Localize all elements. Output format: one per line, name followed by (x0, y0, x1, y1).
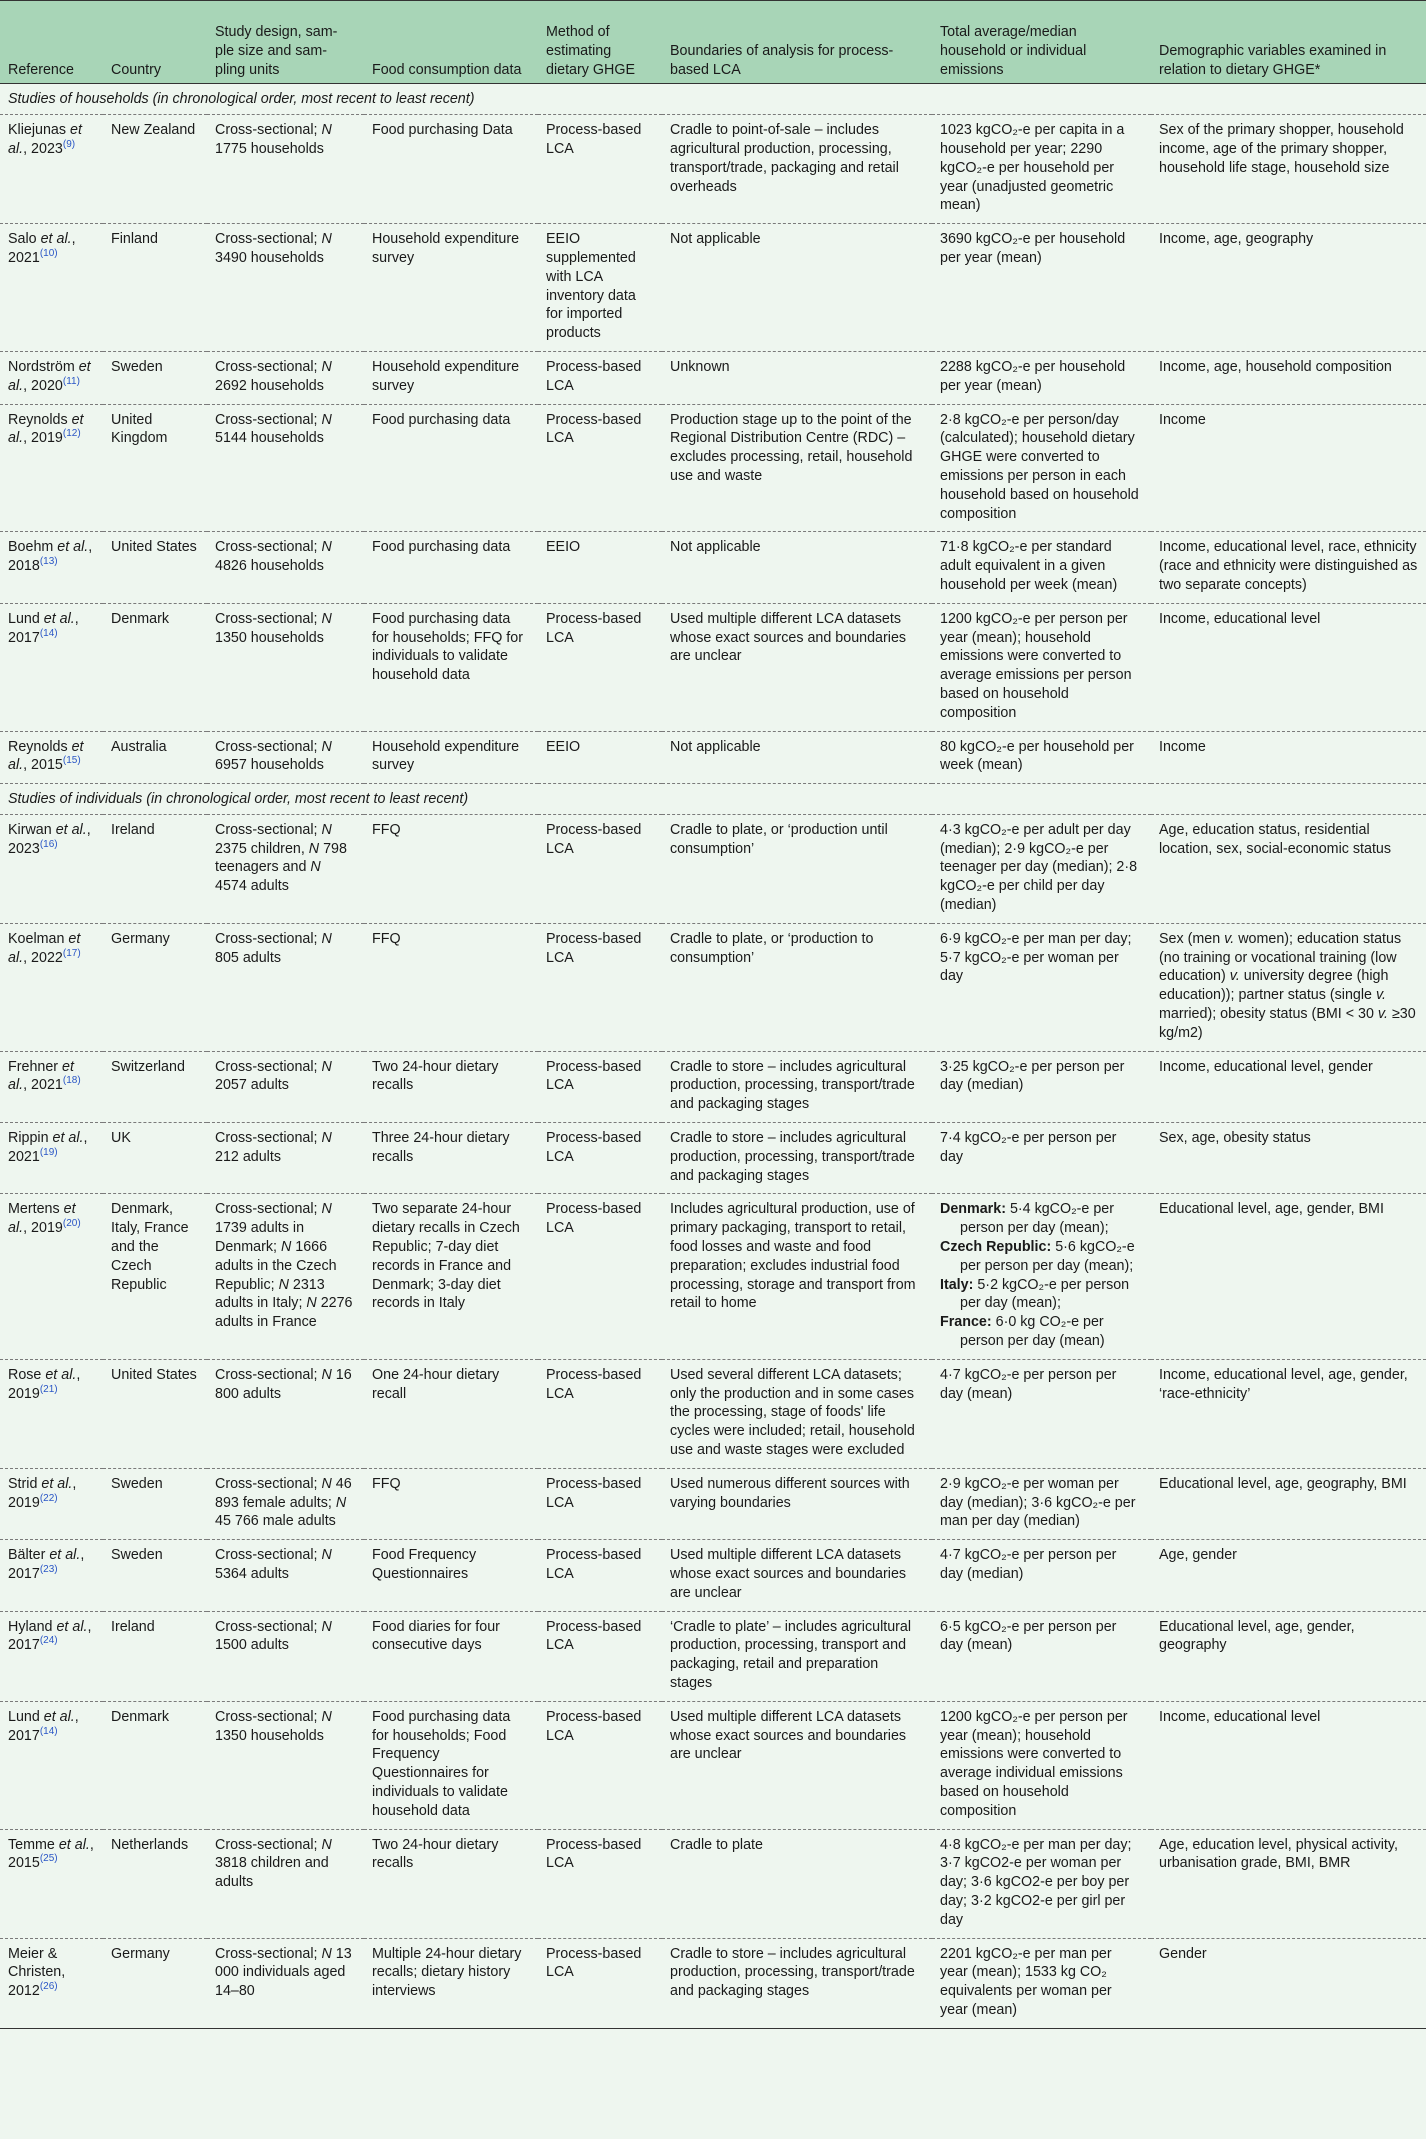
study-design-cell: Cross-sectional; N 46 893 female adults; N 45 766 male adults (207, 1468, 364, 1539)
reference-text: Rose et al., 2019 (8, 1366, 81, 1402)
table-row (0, 814, 1426, 923)
method-cell: Process-based LCA (538, 1701, 662, 1829)
boundaries-cell: Cradle to point-of-sale – includes agricultural production, processing, transport/trade, packaging and retail overheads (662, 115, 932, 224)
method-cell: EEIO supplemented with LCA inventory data for imported products (538, 224, 662, 352)
section-heading-row (0, 784, 1426, 815)
country-cell: Sweden (103, 1540, 207, 1611)
citation-link[interactable]: (15) (62, 755, 81, 767)
citation-link[interactable]: (9) (62, 139, 76, 151)
demographics-cell: Educational level, age, gender, geography (1151, 1611, 1426, 1701)
demographics-cell: Gender (1151, 1938, 1426, 2028)
emissions-cell: 6·9 kgCO₂-e per man per day; 5·7 kgCO₂-e per woman per day (932, 923, 1151, 1051)
method-cell: Process-based LCA (538, 1829, 662, 1938)
boundaries-cell: Cradle to plate, or ‘production to consumption’ (662, 923, 932, 1051)
reference-cell (0, 814, 103, 923)
boundaries-cell: Includes agricultural production, use of primary packaging, transport to retail, food losses and waste and food preparation; excludes industrial food processing, storage and transport from retail to home (662, 1194, 932, 1359)
demographics-cell: Educational level, age, geography, BMI (1151, 1468, 1426, 1539)
study-design-cell: Cross-sectional; N 2692 households (207, 351, 364, 404)
method-cell: Process-based LCA (538, 1051, 662, 1122)
country-emission-item (940, 1276, 1143, 1314)
reference-text: Reynolds et al., 2019 (8, 411, 84, 447)
boundaries-cell: Cradle to plate (662, 1829, 932, 1938)
country-cell: Ireland (103, 814, 207, 923)
citation-link[interactable]: (16) (39, 838, 58, 850)
table-row (0, 1194, 1426, 1359)
header-cell: Food consumption data (364, 1, 538, 84)
food-data-cell: Multiple 24-hour dietary recalls; dietary history interviews (364, 1938, 538, 2028)
emissions-cell: 3·25 kgCO₂-e per person per day (median) (932, 1051, 1151, 1122)
demographics-cell: Sex of the primary shopper, household income, age of the primary shopper, household life stage, household size (1151, 115, 1426, 224)
reference-text: Temme et al., 2015 (8, 1836, 94, 1872)
food-data-cell: Household expenditure survey (364, 731, 538, 784)
header-cell: Method of estimating dietary GHGE (538, 1, 662, 84)
reference-text: Kliejunas et al., 2023 (8, 122, 82, 157)
country-cell: United Kingdom (103, 404, 207, 532)
country-cell: Germany (103, 1938, 207, 2028)
emissions-cell: 7·4 kgCO₂-e per person per day (932, 1123, 1151, 1194)
method-cell: Process-based LCA (538, 1194, 662, 1359)
table-row (0, 1611, 1426, 1701)
demographics-cell: Income (1151, 731, 1426, 784)
food-data-cell: Three 24-hour dietary recalls (364, 1123, 538, 1194)
header-row (0, 1, 1426, 84)
citation-link[interactable]: (23) (39, 1564, 58, 1576)
method-cell: Process-based LCA (538, 1540, 662, 1611)
demographics-cell: Age, gender (1151, 1540, 1426, 1611)
citation-link[interactable]: (14) (39, 627, 58, 639)
country-cell: Finland (103, 224, 207, 352)
citation-link[interactable]: (14) (39, 1725, 58, 1737)
reference-text: Kirwan et al., 2023 (8, 821, 91, 857)
country-emission-value: 5·2 kgCO₂-e per person per day (mean); (960, 1276, 1130, 1312)
reference-cell (0, 1359, 103, 1468)
emissions-cell: 80 kgCO₂-e per household per week (mean) (932, 731, 1151, 784)
demographics-cell: Age, education status, residential location, sex, social-economic status (1151, 814, 1426, 923)
reference-cell (0, 1194, 103, 1359)
method-cell: Process-based LCA (538, 1611, 662, 1701)
emissions-cell: 1200 kgCO₂-e per person per year (mean); household emissions were converted to average individual emissions based on household composition (932, 1701, 1151, 1829)
reference-text: Koelman et al., 2022 (8, 930, 81, 966)
country-cell: Australia (103, 731, 207, 784)
demographics-cell: Income, educational level (1151, 603, 1426, 731)
country-cell: Sweden (103, 351, 207, 404)
boundaries-cell: Not applicable (662, 224, 932, 352)
demographics-cell: Income (1151, 404, 1426, 532)
reference-cell (0, 404, 103, 532)
food-data-cell: One 24-hour dietary recall (364, 1359, 538, 1468)
emissions-cell: 2201 kgCO₂-e per man per year (mean); 1533 kg CO₂ equivalents per woman per year (mean) (932, 1938, 1151, 2028)
header-cell: Country (103, 1, 207, 84)
reference-text: Strid et al., 2019 (8, 1475, 77, 1511)
food-data-cell: Household expenditure survey (364, 224, 538, 352)
citation-link[interactable]: (18) (62, 1075, 81, 1087)
emissions-cell: 3690 kgCO₂-e per household per year (mean) (932, 224, 1151, 352)
study-design-cell: Cross-sectional; N 2375 children, N 798 teenagers and N 4574 adults (207, 814, 364, 923)
reference-text: Salo et al., 2021 (8, 231, 76, 266)
table-row (0, 1701, 1426, 1829)
study-design-cell: Cross-sectional; N 1775 households (207, 115, 364, 224)
emissions-cell: 4·3 kgCO₂-e per adult per day (median); 2·9 kgCO₂-e per teenager per day (median); 2·8 kgCO₂-e per child per day (median) (932, 814, 1151, 923)
boundaries-cell: Not applicable (662, 532, 932, 603)
table-row (0, 404, 1426, 532)
citation-link[interactable]: (10) (39, 248, 58, 260)
boundaries-cell: Cradle to store – includes agricultural production, processing, transport/trade and packaging stages (662, 1051, 932, 1122)
table-row (0, 1468, 1426, 1539)
food-data-cell: FFQ (364, 923, 538, 1051)
country-cell: Ireland (103, 1611, 207, 1701)
food-data-cell: Two 24-hour dietary recalls (364, 1829, 538, 1938)
emissions-cell: 1200 kgCO₂-e per person per year (mean); household emissions were converted to average emissions per person based on household composition (932, 603, 1151, 731)
food-data-cell: Food purchasing Data (364, 115, 538, 224)
study-design-cell: Cross-sectional; N 1350 households (207, 603, 364, 731)
country-cell: UK (103, 1123, 207, 1194)
food-data-cell: Household expenditure survey (364, 351, 538, 404)
food-data-cell: FFQ (364, 814, 538, 923)
citation-link[interactable]: (21) (39, 1383, 58, 1395)
method-cell: EEIO (538, 731, 662, 784)
food-data-cell: Food purchasing data (364, 532, 538, 603)
study-design-cell: Cross-sectional; N 1739 adults in Denmark; N 1666 adults in the Czech Republic; N 2313 adults in Italy; N 2276 adults in France (207, 1194, 364, 1359)
citation-link[interactable]: (25) (39, 1853, 58, 1865)
food-data-cell: Two 24-hour dietary recalls (364, 1051, 538, 1122)
study-design-cell: Cross-sectional; N 212 adults (207, 1123, 364, 1194)
study-design-cell: Cross-sectional; N 4826 households (207, 532, 364, 603)
reference-cell (0, 1051, 103, 1122)
method-cell: EEIO (538, 532, 662, 603)
study-design-cell: Cross-sectional; N 5144 households (207, 404, 364, 532)
study-design-cell: Cross-sectional; N 1500 adults (207, 1611, 364, 1701)
demographics-cell: Educational level, age, gender, BMI (1151, 1194, 1426, 1359)
method-cell: Process-based LCA (538, 351, 662, 404)
reference-text: Lund et al., 2017 (8, 610, 79, 646)
reference-cell (0, 351, 103, 404)
boundaries-cell: Cradle to store – includes agricultural production, processing, transport/trade and packaging stages (662, 1123, 932, 1194)
country-emission-item (940, 1313, 1143, 1351)
country-cell: Sweden (103, 1468, 207, 1539)
table-row (0, 351, 1426, 404)
food-data-cell: Food Frequency Questionnaires (364, 1540, 538, 1611)
boundaries-cell: ‘Cradle to plate’ – includes agricultural production, processing, transport and packaging, retail and preparation stages (662, 1611, 932, 1701)
study-design-cell: Cross-sectional; N 16 800 adults (207, 1359, 364, 1468)
table-row (0, 923, 1426, 1051)
boundaries-cell: Production stage up to the point of the Regional Distribution Centre (RDC) – excludes processing, retail, household use and waste (662, 404, 932, 532)
table-body (0, 84, 1426, 2028)
boundaries-cell: Used multiple different LCA datasets whose exact sources and boundaries are unclear (662, 1540, 932, 1611)
country-cell: Germany (103, 923, 207, 1051)
boundaries-cell: Used multiple different LCA datasets whose exact sources and boundaries are unclear (662, 603, 932, 731)
reference-text: Reynolds et al., 2015 (8, 738, 84, 774)
food-data-cell: Food purchasing data for households; FFQ for individuals to validate household data (364, 603, 538, 731)
emissions-cell: 4·7 kgCO₂-e per person per day (median) (932, 1540, 1151, 1611)
country-cell: New Zealand (103, 115, 207, 224)
demographics-cell: Income, educational level, age, gender, ‘race-ethnicity’ (1151, 1359, 1426, 1468)
table-row (0, 115, 1426, 224)
emissions-cell: 2288 kgCO₂-e per household per year (mean) (932, 351, 1151, 404)
boundaries-cell: Used several different LCA datasets; only the production and in some cases the processing, stage of foods' life cycles were included; retail, household use and waste stages were excluded (662, 1359, 932, 1468)
demographics-cell: Age, education level, physical activity, urbanisation grade, BMI, BMR (1151, 1829, 1426, 1938)
boundaries-cell: Unknown (662, 351, 932, 404)
study-design-cell: Cross-sectional; N 13 000 individuals aged 14–80 (207, 1938, 364, 2028)
country-label: France: (940, 1314, 992, 1331)
citation-link[interactable]: (13) (39, 556, 58, 568)
reference-cell (0, 224, 103, 352)
country-label: Italy: (940, 1276, 974, 1293)
header-cell: Boundaries of analysis for process-based LCA (662, 1, 932, 84)
reference-cell (0, 1938, 103, 2028)
header-cell: Study design, sam-ple size and sam-pling units (207, 1, 364, 84)
emissions-cell: 71·8 kgCO₂-e per standard adult equivalent in a given household per week (mean) (932, 532, 1151, 603)
demographics-cell: Sex (men v. women); education status (no training or vocational training (low education) v. university degree (high education)); partner status (single v. married); obesity status (BMI < 30 v. ≥30 kg/m2) (1151, 923, 1426, 1051)
country-emission-value: 6·0 kg CO₂-e per person per day (mean) (960, 1314, 1105, 1350)
reference-text: Frehner et al., 2021 (8, 1058, 74, 1094)
boundaries-cell: Cradle to store – includes agricultural production, processing, transport/trade and packaging stages (662, 1938, 932, 2028)
demographics-cell: Sex, age, obesity status (1151, 1123, 1426, 1194)
country-cell: Denmark (103, 1701, 207, 1829)
food-data-cell: FFQ (364, 1468, 538, 1539)
reference-cell (0, 1611, 103, 1701)
table-row (0, 224, 1426, 352)
reference-text: Mertens et al., 2019 (8, 1201, 76, 1237)
table-row (0, 1359, 1426, 1468)
country-cell: United States (103, 532, 207, 603)
country-cell: Switzerland (103, 1051, 207, 1122)
emissions-cell (932, 1194, 1151, 1359)
boundaries-cell: Used multiple different LCA datasets whose exact sources and boundaries are unclear (662, 1701, 932, 1829)
country-cell: Denmark (103, 603, 207, 731)
boundaries-cell: Not applicable (662, 731, 932, 784)
table-row (0, 1829, 1426, 1938)
citation-link[interactable]: (19) (39, 1147, 58, 1159)
emissions-cell: 6·5 kgCO₂-e per person per day (mean) (932, 1611, 1151, 1701)
table-row (0, 1938, 1426, 2028)
study-design-cell: Cross-sectional; N 6957 households (207, 731, 364, 784)
study-design-cell: Cross-sectional; N 1350 households (207, 1701, 364, 1829)
demographics-cell: Income, educational level, race, ethnicity (race and ethnicity were distinguished as two separate concepts) (1151, 532, 1426, 603)
header-cell: Demographic variables examined in relation to dietary GHGE* (1151, 1, 1426, 84)
reference-text: Bälter et al., 2017 (8, 1547, 85, 1582)
citation-link[interactable]: (12) (62, 428, 81, 440)
emissions-cell: 4·7 kgCO₂-e per person per day (mean) (932, 1359, 1151, 1468)
reference-cell (0, 603, 103, 731)
header-cell: Total average/median household or individual emissions (932, 1, 1151, 84)
food-data-cell: Food purchasing data for households; Food Frequency Questionnaires for individuals to validate household data (364, 1701, 538, 1829)
emissions-cell: 4·8 kgCO₂-e per man per day; 3·7 kgCO2-e per woman per day; 3·6 kgCO2-e per boy per day; 3·2 kgCO2-e per girl per day (932, 1829, 1151, 1938)
table-row (0, 731, 1426, 784)
reference-cell (0, 1123, 103, 1194)
food-data-cell: Food diaries for four consecutive days (364, 1611, 538, 1701)
method-cell: Process-based LCA (538, 115, 662, 224)
reference-cell (0, 731, 103, 784)
study-design-cell: Cross-sectional; N 5364 adults (207, 1540, 364, 1611)
study-design-cell: Cross-sectional; N 3818 children and adults (207, 1829, 364, 1938)
citation-link[interactable]: (22) (39, 1492, 58, 1504)
table-row (0, 1540, 1426, 1611)
country-emission-value: 5·6 kgCO₂-e per person per day (mean); (960, 1239, 1135, 1274)
reference-cell (0, 1701, 103, 1829)
emissions-cell: 1023 kgCO₂-e per capita in a household per year; 2290 kgCO₂-e per household per year (unadjusted geometric mean) (932, 115, 1151, 224)
section-title: Studies of households (in chronological order, most recent to least recent) (0, 84, 1426, 115)
method-cell: Process-based LCA (538, 1123, 662, 1194)
citation-link[interactable]: (17) (62, 947, 81, 959)
reference-cell (0, 1468, 103, 1539)
method-cell: Process-based LCA (538, 814, 662, 923)
country-cell: Netherlands (103, 1829, 207, 1938)
table-row (0, 1051, 1426, 1122)
food-data-cell: Food purchasing data (364, 404, 538, 532)
country-emission-value: 5·4 kgCO₂-e per person per day (mean); (960, 1201, 1115, 1237)
reference-text: Hyland et al., 2017 (8, 1618, 92, 1654)
country-cell: United States (103, 1359, 207, 1468)
country-emission-item (940, 1200, 1143, 1238)
reference-text: Lund et al., 2017 (8, 1708, 79, 1744)
country-label: Denmark: (940, 1201, 1006, 1218)
reference-text: Boehm et al., 2018 (8, 539, 93, 575)
section-heading-row (0, 84, 1426, 115)
reference-text: Meier & Christen, 2012 (8, 1945, 66, 2000)
method-cell: Process-based LCA (538, 404, 662, 532)
reference-cell (0, 1829, 103, 1938)
boundaries-cell: Used numerous different sources with varying boundaries (662, 1468, 932, 1539)
demographics-cell: Income, educational level (1151, 1701, 1426, 1829)
country-label: Czech Republic: (940, 1239, 1052, 1256)
method-cell: Process-based LCA (538, 1938, 662, 2028)
table-row (0, 603, 1426, 731)
food-data-cell: Two separate 24-hour dietary recalls in Czech Republic; 7-day diet records in France and Denmark; 3-day diet records in Italy (364, 1194, 538, 1359)
country-cell: Denmark, Italy, France and the Czech Republic (103, 1194, 207, 1359)
emissions-cell: 2·9 kgCO₂-e per woman per day (median); 3·6 kgCO₂-e per man per day (median) (932, 1468, 1151, 1539)
method-cell: Process-based LCA (538, 923, 662, 1051)
reference-text: Rippin et al., 2021 (8, 1130, 88, 1165)
demographics-cell: Income, age, geography (1151, 224, 1426, 352)
method-cell: Process-based LCA (538, 1359, 662, 1468)
header-cell: Reference (0, 1, 103, 84)
citation-link[interactable]: (24) (39, 1635, 58, 1647)
citation-link[interactable]: (20) (62, 1218, 81, 1230)
boundaries-cell: Cradle to plate, or ‘production until consumption’ (662, 814, 932, 923)
demographics-cell: Income, educational level, gender (1151, 1051, 1426, 1122)
table-row (0, 1123, 1426, 1194)
reference-text: Nordström et al., 2020 (8, 358, 91, 394)
reference-cell (0, 1540, 103, 1611)
table-row (0, 532, 1426, 603)
method-cell: Process-based LCA (538, 1468, 662, 1539)
section-title: Studies of individuals (in chronological order, most recent to least recent) (0, 784, 1426, 815)
demographics-cell: Income, age, household composition (1151, 351, 1426, 404)
reference-cell (0, 115, 103, 224)
reference-cell (0, 532, 103, 603)
reference-cell (0, 923, 103, 1051)
citation-link[interactable]: (26) (39, 1981, 58, 1993)
method-cell: Process-based LCA (538, 603, 662, 731)
study-design-cell: Cross-sectional; N 3490 households (207, 224, 364, 352)
emissions-cell: 2·8 kgCO₂-e per person/day (calculated); household dietary GHGE were converted to emissions per person in each household based on household composition (932, 404, 1151, 532)
citation-link[interactable]: (11) (62, 375, 80, 387)
country-emission-item (940, 1238, 1143, 1276)
study-design-cell: Cross-sectional; N 805 adults (207, 923, 364, 1051)
study-design-cell: Cross-sectional; N 2057 adults (207, 1051, 364, 1122)
